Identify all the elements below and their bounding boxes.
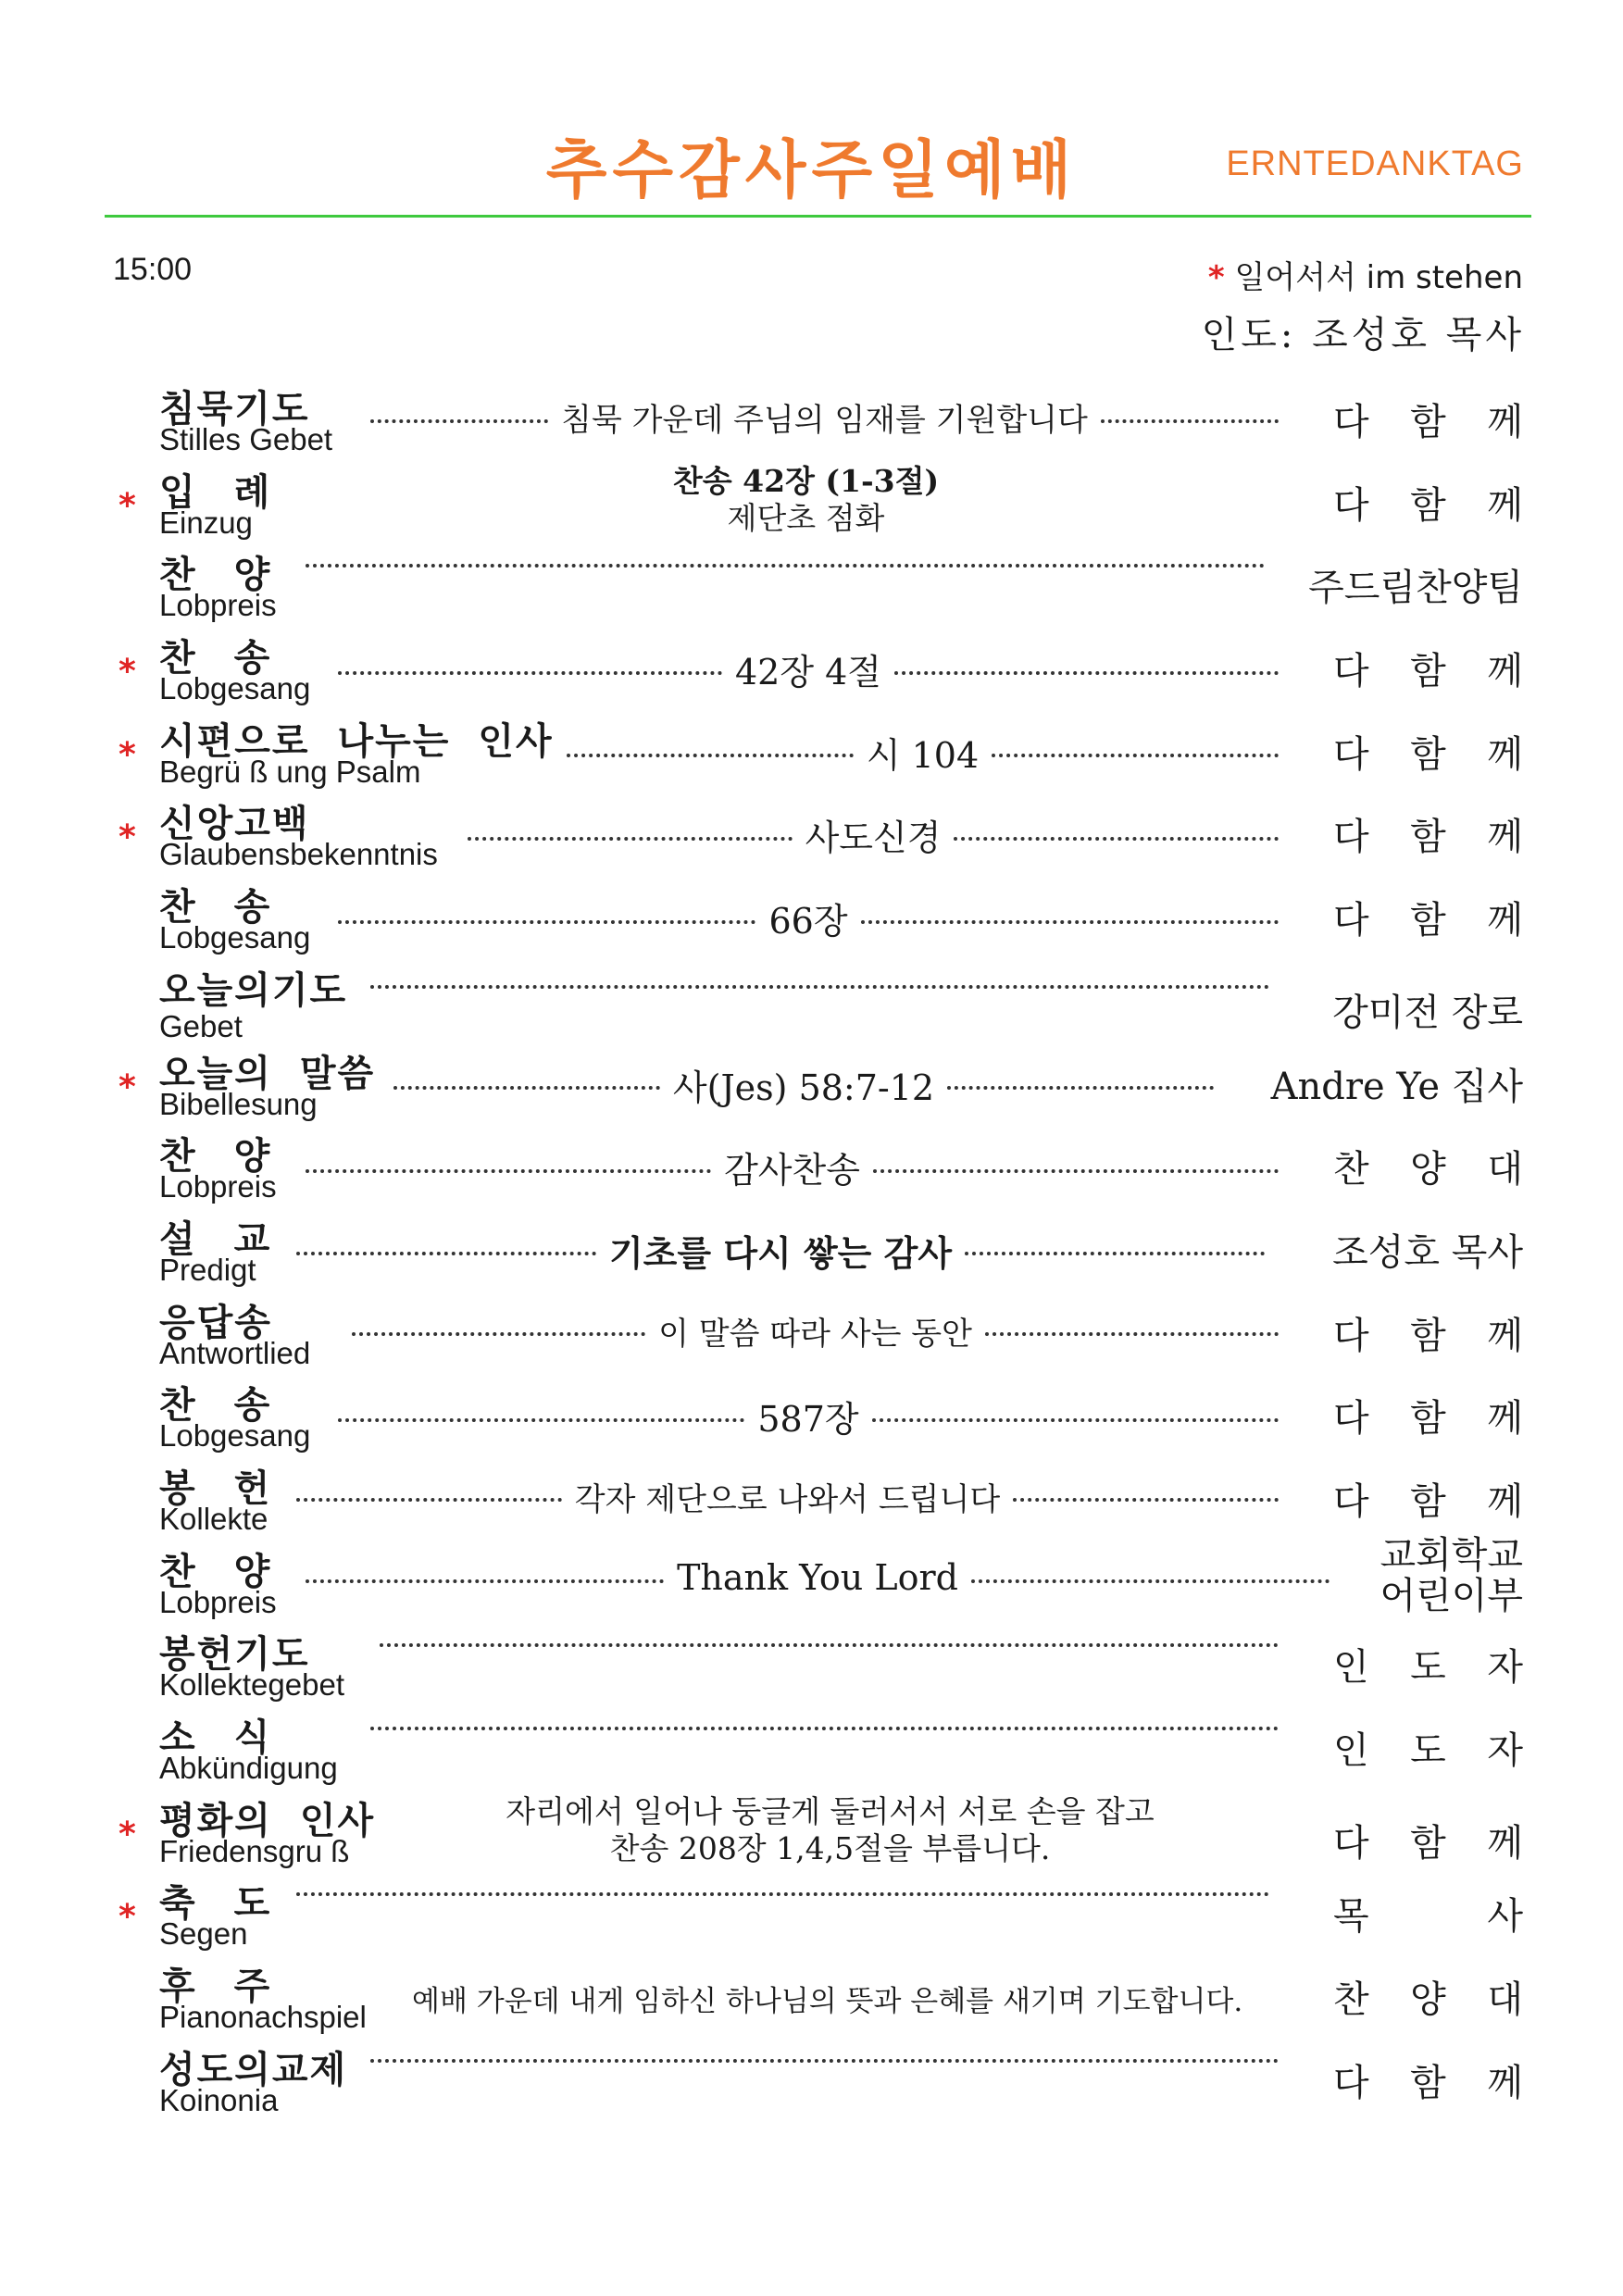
item-title-de: Kollektegebet xyxy=(159,1667,344,1703)
item-title-ko: 입 례 xyxy=(159,469,272,514)
list-item xyxy=(0,712,1623,795)
item-title-de: Lobpreis xyxy=(159,1584,277,1619)
dot-leader xyxy=(965,1252,1265,1255)
item-title-de: Friedensgru ß xyxy=(159,1833,350,1868)
dot-leader xyxy=(985,1332,1279,1336)
list-item xyxy=(0,380,1623,463)
item-title-ko: 시편으로 나누는 인사 xyxy=(159,718,554,763)
item-title-de: Einzug xyxy=(159,505,253,540)
stand-star-icon: * xyxy=(119,1815,136,1853)
item-title-de: Segen xyxy=(159,1916,248,1952)
item-content: 기초를 다시 쌓는 감사 xyxy=(608,1231,953,1274)
item-responsible: 다 함 께 xyxy=(1333,899,1523,942)
dot-leader xyxy=(338,1418,744,1422)
list-item xyxy=(0,961,1623,1044)
item-responsible: 다 함 께 xyxy=(1333,732,1523,776)
dot-leader xyxy=(338,671,722,675)
dot-leader xyxy=(947,1086,1214,1090)
item-title-de: Predigt xyxy=(159,1252,256,1287)
item-title-ko: 설 교 xyxy=(159,1217,272,1261)
item-title-ko: 오늘의기도 xyxy=(159,967,348,1012)
dot-leader xyxy=(1101,419,1279,423)
item-content: 사(Jes) 58:7-12 xyxy=(672,1067,935,1108)
item-title-de: Koinonia xyxy=(159,2082,279,2117)
item-content: 감사찬송 xyxy=(724,1150,860,1192)
item-title-de: Lobpreis xyxy=(159,588,277,623)
service-time: 15:00 xyxy=(113,252,193,287)
item-responsible: 다 함 께 xyxy=(1333,650,1523,693)
item-responsible: 다 함 께 xyxy=(1333,2061,1523,2104)
stand-star-icon: * xyxy=(119,1067,136,1106)
item-responsible: 교회학교 어린이부 xyxy=(1380,1533,1523,1617)
dot-leader xyxy=(296,1498,562,1502)
order-of-service xyxy=(0,380,1623,2123)
item-content: 예배 가운데 내게 임하신 하나님의 뜻과 은혜를 새기며 기도합니다. xyxy=(412,1985,1243,2019)
item-responsible: 다 함 께 xyxy=(1333,1397,1523,1441)
dot-leader xyxy=(338,920,755,924)
item-title-de: Lobpreis xyxy=(159,1169,277,1204)
dot-leader xyxy=(380,1643,1279,1647)
dot-leader xyxy=(352,1332,645,1336)
item-responsible: 찬 양 대 xyxy=(1333,1148,1523,1192)
item-responsible: 인 도 자 xyxy=(1333,1646,1523,1690)
list-item xyxy=(0,545,1623,629)
item-title-ko: 소 식 xyxy=(159,1716,272,1759)
dot-leader xyxy=(370,419,548,423)
list-item xyxy=(0,1210,1623,1293)
item-content-line2: 제단초 점화 xyxy=(727,499,885,536)
dot-leader xyxy=(296,1892,1269,1896)
item-content: 사도신경 xyxy=(805,817,942,859)
list-item xyxy=(0,1708,1623,1791)
item-title-ko: 평화의 인사 xyxy=(159,1798,376,1842)
item-title-ko: 신앙고백 xyxy=(159,802,310,846)
dot-leader xyxy=(992,754,1279,757)
item-title-ko: 침묵기도 xyxy=(159,387,310,430)
item-responsible: 강미전 장로 xyxy=(1332,991,1523,1034)
list-item xyxy=(0,1044,1623,1128)
item-responsible: Andre Ye 집사 xyxy=(1270,1065,1523,1108)
dot-leader xyxy=(370,1727,1279,1730)
item-title-ko: 성도의교제 xyxy=(159,2047,348,2091)
item-title-ko: 찬 송 xyxy=(159,636,272,680)
stand-star-icon: * xyxy=(119,735,136,774)
service-leader: 인도: 조성호 목사 xyxy=(1201,314,1525,356)
item-responsible: 목 사 xyxy=(1333,1895,1523,1939)
item-title-de: Lobgesang xyxy=(159,920,311,955)
dot-leader xyxy=(468,837,793,841)
stand-star-icon: * xyxy=(119,818,136,857)
dot-leader xyxy=(872,1418,1279,1422)
stand-legend xyxy=(1208,252,1523,297)
dot-leader xyxy=(567,754,854,757)
item-title-ko: 찬 송 xyxy=(159,1383,272,1428)
dot-leader xyxy=(306,1169,711,1173)
item-content: 침묵 가운데 주님의 임재를 기원합니다 xyxy=(561,402,1088,439)
list-item xyxy=(0,1127,1623,1210)
item-content: 42장 4절 xyxy=(734,652,882,693)
item-title-de: Kollekte xyxy=(159,1501,268,1536)
dot-leader xyxy=(873,1169,1279,1173)
item-responsible: 인 도 자 xyxy=(1333,1729,1523,1772)
list-item xyxy=(0,1376,1623,1459)
list-item xyxy=(0,1293,1623,1377)
item-content-line2: 찬송 208장 1,4,5절을 부릅니다. xyxy=(609,1829,1051,1866)
item-title-ko: 봉 헌 xyxy=(159,1466,272,1510)
item-title-ko: 찬 양 xyxy=(159,1134,272,1179)
item-responsible: 주드림찬양팀 xyxy=(1308,567,1523,610)
list-item xyxy=(0,2040,1623,2124)
item-title-ko: 찬 양 xyxy=(159,1549,272,1593)
stand-legend-text: 일어서서 im stehen xyxy=(1234,259,1523,296)
item-title-de: Begrü ß ung Psalm xyxy=(159,754,421,789)
dot-leader xyxy=(370,2059,1279,2063)
item-content: 66장 xyxy=(768,901,848,942)
item-responsible: 다 함 께 xyxy=(1333,1314,1523,1357)
item-content: 각자 제단으로 나와서 드립니다 xyxy=(574,1480,1001,1518)
item-content: 이 말씀 따라 사는 동안 xyxy=(658,1315,972,1353)
item-title-de: Glaubensbekenntnis xyxy=(159,837,438,872)
list-item xyxy=(0,629,1623,712)
dot-leader xyxy=(1013,1498,1279,1502)
item-title-de: Pianonachspiel xyxy=(159,2000,367,2035)
list-item xyxy=(0,1533,1623,1626)
stand-star-icon: * xyxy=(119,653,136,692)
list-item xyxy=(0,794,1623,878)
dot-leader xyxy=(306,564,1265,568)
item-title-ko: 후 주 xyxy=(159,1965,272,2009)
page-title: 추수감사주일예배 xyxy=(545,133,1078,207)
dot-leader xyxy=(971,1579,1330,1583)
list-item xyxy=(0,1459,1623,1542)
item-title-ko: 응답송 xyxy=(159,1300,272,1344)
item-content: 찬송 42장 (1-3절) xyxy=(672,462,940,499)
item-responsible: 다 함 께 xyxy=(1333,1821,1523,1865)
item-content: 시 104 xyxy=(866,734,980,776)
item-title-de: Stilles Gebet xyxy=(159,422,333,456)
item-responsible: 찬 양 대 xyxy=(1333,1978,1523,2022)
item-content: 자리에서 일어나 둥글게 둘러서서 서로 손을 잡고 xyxy=(506,1792,1155,1829)
item-content: 587장 xyxy=(757,1399,859,1441)
item-title-de: Abkündigung xyxy=(159,1751,338,1785)
item-title-ko: 봉헌기도 xyxy=(159,1632,310,1677)
page-title-en: ERNTEDANKTAG xyxy=(1226,144,1524,183)
dot-leader xyxy=(370,985,1269,989)
item-title-de: Lobgesang xyxy=(159,1418,311,1454)
list-item xyxy=(0,1625,1623,1708)
dot-leader xyxy=(894,671,1279,675)
item-title-ko: 찬 양 xyxy=(159,553,272,597)
list-item xyxy=(0,878,1623,961)
dot-leader xyxy=(861,920,1279,924)
dot-leader xyxy=(393,1086,660,1090)
item-title-de: Lobgesang xyxy=(159,671,311,706)
item-responsible: 다 함 께 xyxy=(1333,816,1523,859)
list-item xyxy=(0,463,1623,546)
item-responsible: 다 함 께 xyxy=(1333,483,1523,527)
stand-star-icon: * xyxy=(1207,259,1225,296)
dot-leader xyxy=(954,837,1279,841)
item-responsible: 조성호 목사 xyxy=(1332,1230,1523,1274)
item-title-ko: 찬 송 xyxy=(159,885,272,930)
list-item xyxy=(0,1791,1623,1875)
item-title-ko: 축 도 xyxy=(159,1881,272,1926)
list-item xyxy=(0,1957,1623,2040)
stand-star-icon: * xyxy=(119,486,136,525)
dot-leader xyxy=(306,1579,664,1583)
item-title-ko: 오늘의 말씀 xyxy=(159,1051,376,1095)
item-responsible: 다 함 께 xyxy=(1333,1479,1523,1523)
title-divider xyxy=(105,215,1531,218)
item-content: Thank You Lord xyxy=(677,1556,958,1598)
stand-star-icon: * xyxy=(119,1898,136,1937)
item-responsible: 다 함 께 xyxy=(1333,401,1523,443)
item-title-de: Antwortlied xyxy=(159,1335,311,1370)
item-title-de: Bibellesung xyxy=(159,1086,318,1121)
dot-leader xyxy=(296,1252,596,1255)
list-item xyxy=(0,1874,1623,1957)
item-title-de: Gebet xyxy=(159,1008,243,1043)
